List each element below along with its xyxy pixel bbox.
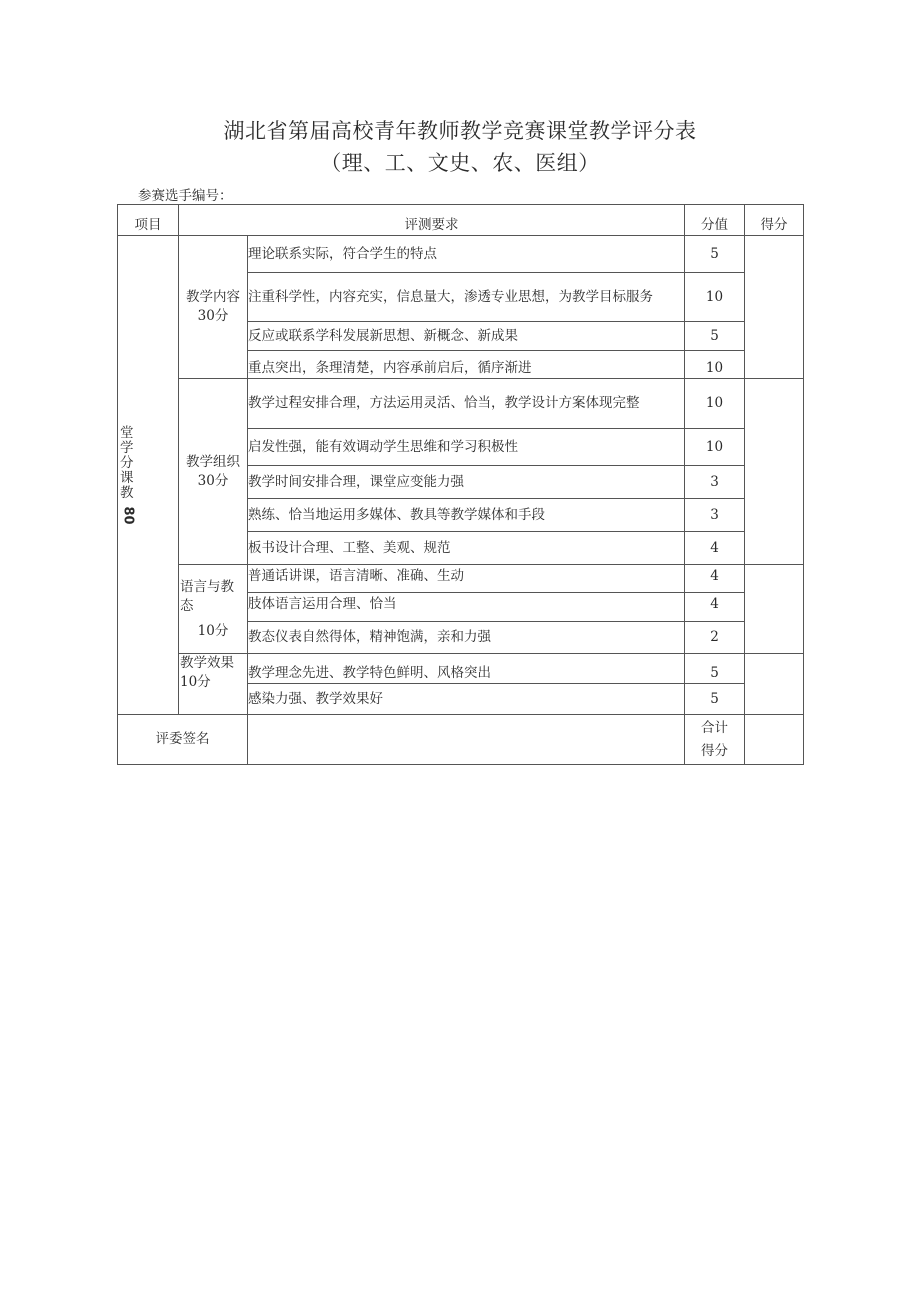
group-cell-effect: 教学效果 10分 <box>179 654 248 715</box>
total-score-label: 合计 得分 <box>685 715 745 765</box>
value-cell: 5 <box>685 236 745 273</box>
requirement-text: 注重科学性，内容充实，信息量大，渗透专业思想，为教学目标服务 <box>248 273 685 322</box>
scoring-table <box>117 204 804 765</box>
header-value: 分值 <box>685 205 745 236</box>
requirement-text: 教学时间安排合理，课堂应变能力强 <box>248 466 685 499</box>
value-cell: 10 <box>685 429 745 466</box>
footer-row <box>118 715 804 765</box>
page-title: 湖北省第届高校青年教师教学竞赛课堂教学评分表 <box>223 119 697 143</box>
value-cell: 5 <box>685 322 745 351</box>
table-row <box>118 236 804 273</box>
value-cell: 4 <box>685 565 745 593</box>
main-category-cell <box>118 236 179 715</box>
header-score: 得分 <box>745 205 804 236</box>
score-input-cell[interactable] <box>745 379 804 565</box>
value-cell: 5 <box>685 684 745 715</box>
value-cell: 4 <box>685 593 745 622</box>
table-row <box>118 565 804 593</box>
judge-sign-label: 评委签名 <box>118 715 248 765</box>
group-cell-language: 语言与教态 10分 <box>179 565 248 654</box>
table-row <box>118 654 804 684</box>
value-cell: 5 <box>685 654 745 684</box>
main-category-points: 80 <box>120 506 136 525</box>
page-subtitle: （理、工、文史、农、医组） <box>320 151 600 175</box>
score-input-cell[interactable] <box>745 236 804 379</box>
header-item: 项目 <box>118 205 179 236</box>
header-row <box>118 205 804 236</box>
table-row <box>118 379 804 429</box>
value-cell: 10 <box>685 273 745 322</box>
total-score-field[interactable] <box>745 715 804 765</box>
value-cell: 3 <box>685 499 745 532</box>
header-requirement: 评测要求 <box>179 205 685 236</box>
value-cell: 2 <box>685 622 745 654</box>
judge-sign-field[interactable] <box>248 715 685 765</box>
score-input-cell[interactable] <box>745 565 804 654</box>
group-cell-content: 教学内容 30分 <box>179 236 248 379</box>
score-input-cell[interactable] <box>745 654 804 715</box>
value-cell: 10 <box>685 379 745 429</box>
requirement-text: 感染力强、教学效果好 <box>248 684 685 715</box>
requirement-text: 理论联系实际，符合学生的特点 <box>248 236 685 273</box>
main-category-label: 堂 学 分 课 教 80 <box>120 425 136 525</box>
contestant-number-label: 参赛选手编号： <box>138 188 233 204</box>
requirement-text: 肢体语言运用合理、恰当 <box>248 593 685 622</box>
requirement-text: 普通话讲课，语言清晰、准确、生动 <box>248 565 685 593</box>
requirement-text: 教态仪表自然得体，精神饱满，亲和力强 <box>248 622 685 654</box>
requirement-text: 板书设计合理、工整、美观、规范 <box>248 532 685 565</box>
value-cell: 4 <box>685 532 745 565</box>
requirement-text: 重点突出，条理清楚，内容承前启后，循序渐进 <box>248 351 685 379</box>
requirement-text: 反应或联系学科发展新思想、新概念、新成果 <box>248 322 685 351</box>
group-cell-organization: 教学组织 30分 <box>179 379 248 565</box>
requirement-text: 熟练、恰当地运用多媒体、教具等教学媒体和手段 <box>248 499 685 532</box>
requirement-text: 教学过程安排合理，方法运用灵活、恰当，教学设计方案体现完整 <box>248 379 685 429</box>
value-cell: 10 <box>685 351 745 379</box>
value-cell: 3 <box>685 466 745 499</box>
requirement-text: 教学理念先进、教学特色鲜明、风格突出 <box>248 654 685 684</box>
requirement-text: 启发性强，能有效调动学生思维和学习积极性 <box>248 429 685 466</box>
